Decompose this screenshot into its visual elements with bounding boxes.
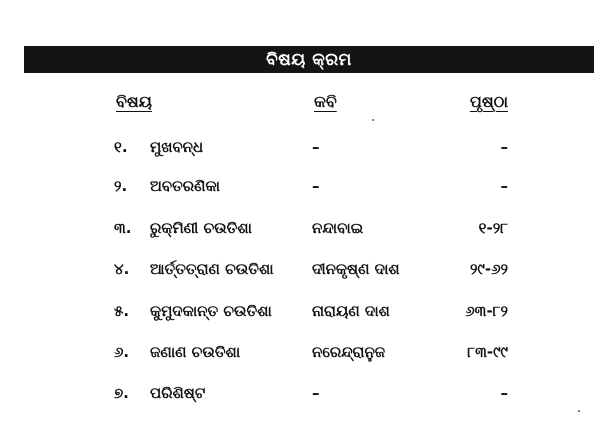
table-row bbox=[0, 343, 600, 369]
page-title: ବିଷୟ କ୍ରମ bbox=[266, 49, 352, 70]
row-poet: ନନ୍ଦାବାଇ bbox=[312, 219, 364, 237]
scan-speck bbox=[578, 410, 580, 412]
row-subject: ଜଣାଣ ଚଉତିଶା bbox=[150, 343, 241, 361]
row-number: ୩. bbox=[114, 219, 132, 237]
row-page: – bbox=[500, 384, 508, 402]
row-number: ୨. bbox=[114, 177, 128, 195]
row-poet: – bbox=[312, 384, 320, 402]
row-number: ୭. bbox=[114, 384, 129, 402]
scan-speck bbox=[372, 119, 374, 121]
row-page: – bbox=[500, 138, 508, 156]
table-row bbox=[0, 260, 600, 286]
row-number: ୪. bbox=[114, 260, 130, 278]
table-row bbox=[0, 384, 600, 410]
row-page: ୧-୨୮ bbox=[478, 219, 508, 237]
row-page: ୬୩-୮୨ bbox=[465, 302, 508, 320]
row-poet: – bbox=[312, 138, 320, 156]
contents-title-bar bbox=[24, 46, 594, 73]
row-page: ୨୯-୬୨ bbox=[469, 260, 508, 278]
header-poet: କବି bbox=[314, 92, 337, 111]
row-subject: ପରିଶିଷ୍ଟ bbox=[150, 384, 206, 402]
row-subject: ଅବତରଣିକା bbox=[150, 177, 220, 195]
row-number: ୫. bbox=[114, 302, 130, 320]
row-subject: ମୁଖବନ୍ଧ bbox=[150, 138, 204, 156]
header-page: ପୃଷ୍ଠା bbox=[469, 92, 508, 111]
row-number: ୧. bbox=[114, 138, 128, 156]
table-row bbox=[0, 219, 600, 245]
row-subject: ଆର୍ତ୍ତତ୍ରାଣ ଚଉତିଶା bbox=[150, 260, 274, 278]
row-page: – bbox=[500, 177, 508, 195]
table-row bbox=[0, 177, 600, 203]
row-subject: କୁମୁଦକାନ୍ତ ଚଉତିଶା bbox=[150, 302, 272, 320]
row-poet: – bbox=[312, 177, 320, 195]
header-subject: ବିଷୟ bbox=[116, 92, 152, 111]
row-page: ୮୩-୯୯ bbox=[467, 343, 508, 361]
row-subject: ରୁକ୍ମିଣୀ ଚଉତିଶା bbox=[150, 219, 252, 237]
table-row bbox=[0, 138, 600, 164]
row-poet: ନାରାୟଣ ଦାଶ bbox=[312, 302, 390, 320]
row-number: ୬. bbox=[114, 343, 130, 361]
table-row bbox=[0, 302, 600, 328]
row-poet: ଦୀନକୃଷ୍ଣ ଦାଶ bbox=[312, 260, 400, 278]
row-poet: ନରେନ୍ଦ୍ରାନୁଜ bbox=[312, 343, 386, 361]
